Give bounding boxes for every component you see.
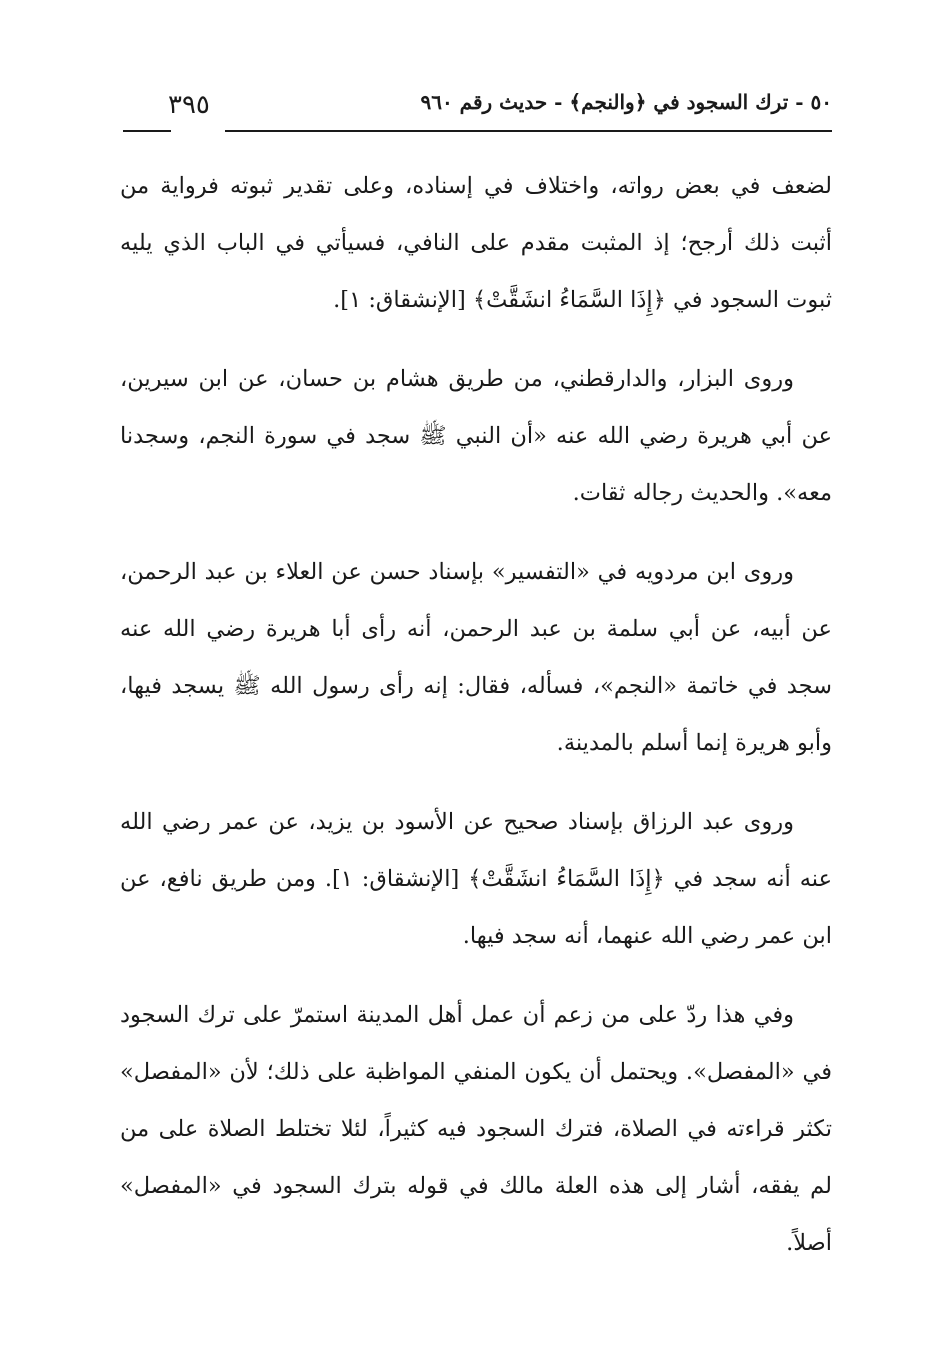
paragraph: وروى عبد الرزاق بإسناد صحيح عن الأسود بن يزيد، عن عمر رضي الله عنه أنه سجد في ﴿إِذَا السَّمَاءُ انشَقَّتْ﴾ [الإنشقاق: ١]. ومن طريق نافع، عن ابن عمر رضي الله عنهما، أنه سجد فيها. (120, 809, 832, 949)
page-number: ٣٩٥ (168, 90, 210, 120)
body-text (120, 158, 832, 1294)
header-rule (225, 130, 832, 132)
chapter-title: ٥٠ - ترك السجود في ﴿والنجم﴾ - حديث رقم ٩٦٠ (420, 90, 832, 114)
paragraph: وروى ابن مردويه في «التفسير» بإسناد حسن عن العلاء بن عبد الرحمن، عن أبيه، عن أبي سلمة بن عبد الرحمن، أنه رأى أبا هريرة رضي الله عنه سجد في خاتمة «النجم»، فسأله، فقال: إنه رأى رسول الله ﷺ يسجد فيها، وأبو هريرة إنما أسلم بالمدينة. (120, 559, 832, 756)
paragraph: لضعف في بعض رواته، واختلاف في إسناده، وعلى تقدير ثبوته فرواية من أثبت ذلك أرجح؛ إذ المثبت مقدم على النافي، فسيأتي في الباب الذي يليه ثبوت السجود في ﴿إِذَا السَّمَاءُ انشَقَّتْ﴾ [الإنشقاق: ١]. (120, 173, 832, 313)
running-header (120, 88, 832, 134)
page-number-underline (123, 130, 171, 132)
paragraph: وفي هذا ردّ على من زعم أن عمل أهل المدينة استمرّ على ترك السجود في «المفصل». ويحتمل أن يكون المنفي المواظبة على ذلك؛ لأن «المفصل» تكثر قراءته في الصلاة، فترك السجود فيه كثيراً، لئلا تختلط الصلاة على من لم يفقه، أشار إلى هذه العلة مالك في قوله بترك السجود في «المفصل» أصلاً. (120, 1002, 832, 1256)
paragraph: وروى البزار، والدارقطني، من طريق هشام بن حسان، عن ابن سيرين، عن أبي هريرة رضي الله عنه «أن النبي ﷺ سجد في سورة النجم، وسجدنا معه». والحديث رجاله ثقات. (120, 366, 832, 506)
